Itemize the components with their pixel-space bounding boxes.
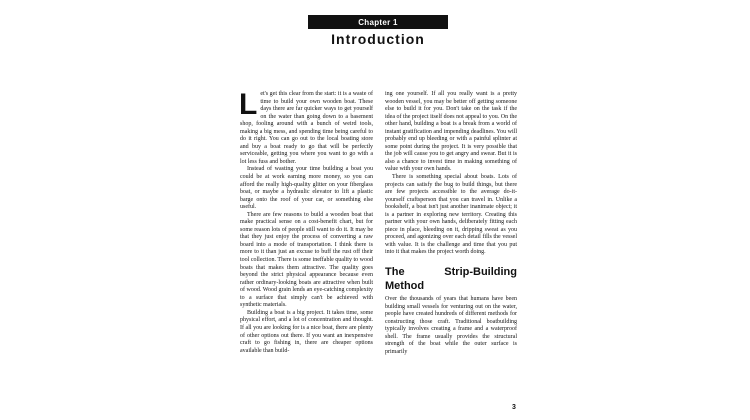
chapter-label-text: Chapter 1 [358, 17, 398, 27]
paragraph-1-text: et's get this clear from the start: it is a waste of time to build your own wooden boat. These days there are far quicker ways to get yourself on the water than going down to a basement shop, fooling around with a bunch of weird tools, making a big mess, and spending time being careful to do it right. You can go out to the local boating store and buy a boat ready to go that will be perfectly serviceable, getting you where you want to go with a lot less fuss and bother. [240, 91, 373, 165]
chapter-title: Introduction [331, 31, 425, 47]
paragraph-1 [239, 88, 373, 166]
paragraph-2: Instead of wasting your time building a boat you could be at work earning more money, so you can afford the really high-quality glitter on your fiberglass boat, or maybe a hydraulic elevator to lift a plastic barge onto the roof of your car, or something else useful. [240, 166, 373, 211]
paragraph-5: ing one yourself. If all you really want is a pretty wooden vessel, you may be better off getting someone else to build it for you. Don't take on the task if the idea of the project itself does not appeal to you. On the other hand, building a boat is a break from a world of instant gratification and impending deadlines. You will probably end up bleeding or with a painful splinter at some point during the project. It is very possible that the job will cause you to get angry and swear. But it is also a chance to invest time in making something of value with your own hands. [385, 91, 517, 173]
chapter-label [308, 15, 448, 29]
left-column [239, 88, 373, 355]
right-column [385, 91, 517, 356]
paragraph-4: Building a boat is a big project. It takes time, some physical effort, and a lot of concentration and thought. If all you are looking for is a nice boat, there are plenty of other options out there. If you want an inexpensive craft to go fishing in, there are cheaper options available than build- [240, 309, 373, 354]
page-number: 3 [512, 404, 516, 411]
paragraph-3: There are few reasons to build a wooden boat that make practical sense on a cost-benefit chart, but for some reason lots of people still want to do it. It may be that they just enjoy the process of converting a raw board into a mode of transportation. I think there is more to it than just an excuse to buff the rust off their tool collection. There is some ineffable quality to wood boats that makes them attractive. The quality goes beyond the strict physical appearance because even rather ordinary-looking boats are attractive when built of wood. Wood grain lends an eye-catching complexity to a surface that simply can't be achieved with synthetic materials. [240, 211, 373, 309]
drop-cap: L [239, 88, 258, 121]
section-heading: The Strip-Building Method [385, 266, 517, 293]
paragraph-6: There is something special about boats. Lots of projects can satisfy the bug to build things, but there are few projects accessible to the average do-it-yourself craftsperson that you can travel in. Unlike a bookshelf, a boat isn't just another inanimate object; it is a partner in exploring new territory. Creating this partner with your own hands, deliberately fitting each piece in place, bleeding on it, dripping sweat as you proceed, and agonizing over each detail fills the vessel with value. It is the challenge and time that you put into it that makes the project worth doing. [385, 174, 517, 256]
paragraph-7: Over the thousands of years that humans have been building small vessels for venturing out on the water, people have created hundreds of different methods for constructing those craft. Traditional boatbuilding typically involves creating a frame and a waterproof shell. The frame usually provides the structural strength of the boat while the outer surface is primarily [385, 296, 517, 355]
